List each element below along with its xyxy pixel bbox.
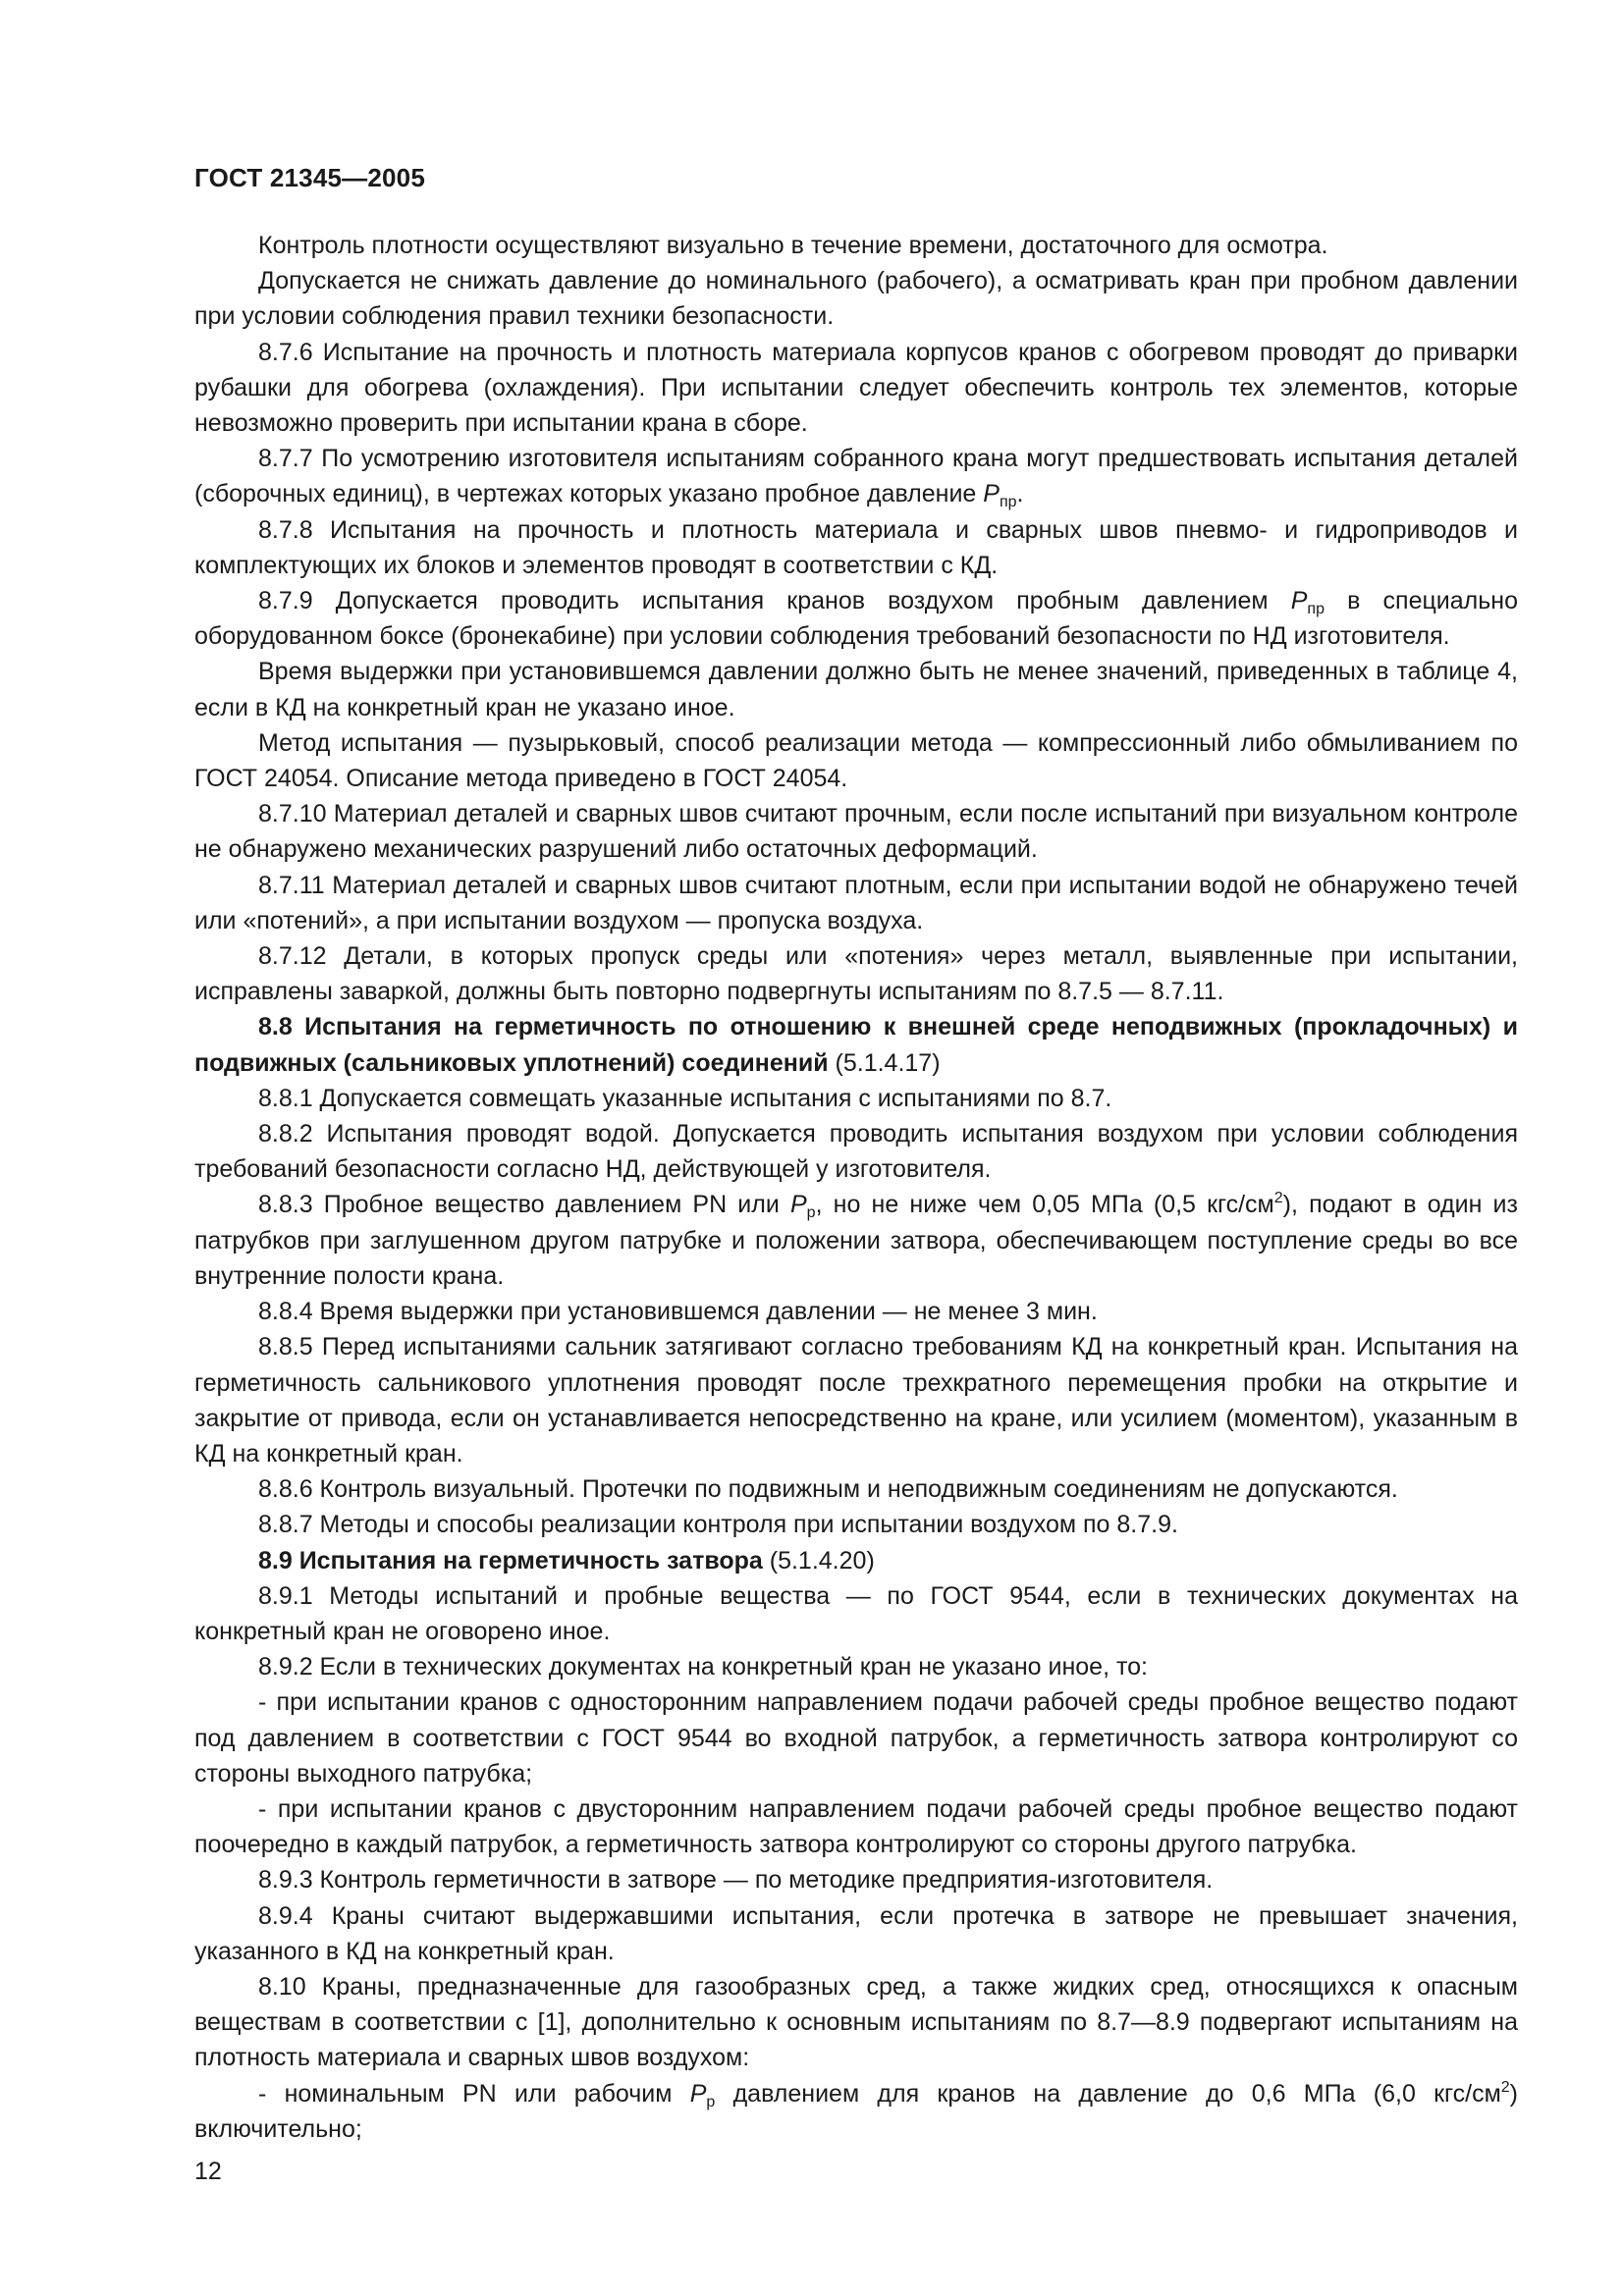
paragraph: Допускается не снижать давление до номинального (рабочего), а осматривать кран при пробном давлении при условии соблюдения правил техники безопасности. xyxy=(194,267,1518,331)
page-number: 12 xyxy=(194,2158,222,2185)
paragraph: 8.8.4 Время выдержки при установившемся давлении — не менее 3 мин. xyxy=(258,1298,1098,1326)
paragraph: 8.9.4 Краны считают выдержавшими испытания, если протечка в затворе не превышает значения, указанного в КД на конкретный кран. xyxy=(194,1901,1518,1965)
list-item: - при испытании кранов с односторонним направлением подачи рабочей среды пробное вещество подают под давлением в соответствии с ГОСТ 9544 во входной патрубок, а герметичность затвора контролируют со стороны выходного патрубка; xyxy=(194,1688,1518,1788)
paragraph-text: 8.7.9 Допускается проводить испытания кранов воздухом пробным давлением xyxy=(258,587,1291,615)
paragraph: Метод испытания — пузырьковый, способ реализации метода — компрессионный либо обмыливанием по ГОСТ 24054. Описание метода приведено в ГОСТ 24054. xyxy=(194,728,1518,793)
paragraph: 8.8.7 Методы и способы реализации контроля при испытании воздухом по 8.7.9. xyxy=(258,1511,1178,1539)
paragraph: 8.8.2 Испытания проводят водой. Допускается проводить испытания воздухом при условии соблюдения требований безопасности согласно НД, действующей у изготовителя. xyxy=(194,1120,1518,1184)
paragraph: Контроль плотности осуществляют визуально в течение времени, достаточного для осмотра. xyxy=(258,232,1328,259)
section-heading xyxy=(194,1543,1518,1578)
paragraph: Время выдержки при установившемся давлении должно быть не менее значений, приведенных в таблице 4, если в КД на конкретный кран не указано иное. xyxy=(194,658,1518,721)
paragraph: 8.7.11 Материал деталей и сварных швов считают плотным, если при испытании водой не обнаружено течей или «потений», а при испытании воздухом — пропуска воздуха. xyxy=(194,871,1518,934)
paragraph: 8.8.1 Допускается совмещать указанные испытания с испытаниями по 8.7. xyxy=(258,1084,1112,1112)
paragraph-text: , но не ниже чем 0,05 МПа (0,5 кгс/см xyxy=(815,1191,1274,1219)
paragraph: 8.9.2 Если в технических документах на конкретный кран не указано иное, то: xyxy=(258,1653,1148,1682)
paragraph-text: - номинальным PN или рабочим xyxy=(258,2079,690,2108)
paragraph xyxy=(194,441,1518,511)
section-title: 8.8 Испытания на герметичность по отношению к внешней среде неподвижных (прокладочных) и подвижных (сальниковых уплотнений) соединений xyxy=(194,1013,1518,1077)
document-header: ГОСТ 21345—2005 xyxy=(194,163,425,192)
pressure-subscript: р xyxy=(806,1204,816,1222)
paragraph: 8.8.6 Контроль визуальный. Протечки по подвижным и неподвижным соединениям не допускаются. xyxy=(258,1475,1398,1504)
paragraph: 8.8.5 Перед испытаниями сальник затягивают согласно требованиям КД на конкретный кран. Испытания на герметичность сальникового уплотнения проводят после трехкратного перемещения пробки на открытие и закрытие от привода, если он устанавливается непосредственно на кране, или усилием (моментом), указанным в КД на конкретный кран. xyxy=(194,1333,1518,1468)
unit-superscript: 2 xyxy=(1273,1190,1283,1207)
paragraph: 8.9.3 Контроль герметичности в затворе — по методике предприятия-изготовителя. xyxy=(258,1866,1214,1895)
paragraph: 8.7.12 Детали, в которых пропуск среды или «потения» через металл, выявленные при испытании, исправлены заваркой, должны быть повторно подвергнуты испытаниям по 8.7.5 — 8.7.11. xyxy=(194,942,1518,1006)
paragraph: 8.7.8 Испытания на прочность и плотность материала и сварных швов пневмо- и гидроприводов и комплектующих их блоков и элементов проводят в соответствии с КД. xyxy=(194,515,1518,579)
paragraph: 8.9.1 Методы испытаний и пробные вещества — по ГОСТ 9544, если в технических документах на конкретный кран не оговорено иное. xyxy=(194,1581,1518,1645)
paragraph-text: в специально оборудованном боксе (бронекабине) при условии соблюдения требований безопасности по НД изготовителя. xyxy=(194,587,1518,651)
pressure-symbol: P xyxy=(1290,587,1308,615)
paragraph-text: . xyxy=(1016,480,1024,508)
pressure-subscript: пр xyxy=(999,494,1017,511)
pressure-subscript: р xyxy=(706,2093,716,2110)
pressure-symbol: P xyxy=(983,480,1000,508)
paragraph-text: ) включительно; xyxy=(194,2079,1518,2143)
section-heading xyxy=(194,1009,1518,1080)
paragraph-text: 8.8.3 Пробное вещество давлением PN или xyxy=(258,1191,790,1219)
paragraph: 8.7.10 Материал деталей и сварных швов считают прочным, если после испытаний при визуальном контроле не обнаружено механических разрушений либо остаточных деформаций. xyxy=(194,800,1518,864)
unit-superscript: 2 xyxy=(1500,2078,1510,2096)
paragraph: 8.10 Краны, предназначенные для газообразных сред, а также жидких сред, относящихся к опасным веществам в соответствии с [1], дополнительно к основным испытаниям по 8.7—8.9 подвергают испытаниям на плотность материала и сварных швов воздухом: xyxy=(194,1972,1518,2072)
section-reference: (5.1.4.17) xyxy=(828,1048,941,1077)
document-body xyxy=(194,228,1518,2147)
paragraph-text: 8.7.7 По усмотрению изготовителя испытаниям собранного крана могут предшествовать испытания деталей (сборочных единиц), в чертежах которых указано пробное давление xyxy=(194,445,1518,508)
pressure-subscript: пр xyxy=(1307,601,1325,618)
paragraph xyxy=(194,1187,1518,1294)
pressure-symbol: P xyxy=(689,2079,707,2108)
pressure-symbol: P xyxy=(789,1191,807,1219)
list-item xyxy=(194,2076,1518,2147)
list-item: - при испытании кранов с двусторонним направлением подачи рабочей среды пробное вещество подают поочередно в каждый патрубок, а герметичность затвора контролируют со стороны другого патрубка. xyxy=(194,1794,1518,1859)
paragraph-text: давлением для кранов на давление до 0,6 МПа (6,0 кгс/см xyxy=(715,2079,1501,2108)
paragraph: 8.7.6 Испытание на прочность и плотность материала корпусов кранов с обогревом проводят до приварки рубашки для обогрева (охлаждения). При испытании следует обеспечить контроль тех элементов, которые невозможно проверить при испытании крана в сборе. xyxy=(194,338,1518,438)
paragraph-text: ), подают в один из патрубков при заглушенном другом патрубке и положении затвора, обеспечивающем поступление среды во все внутренние полости крана. xyxy=(194,1191,1518,1290)
paragraph xyxy=(194,583,1518,654)
section-reference: (5.1.4.20) xyxy=(762,1546,875,1575)
section-title: 8.9 Испытания на герметичность затвора xyxy=(258,1546,763,1575)
